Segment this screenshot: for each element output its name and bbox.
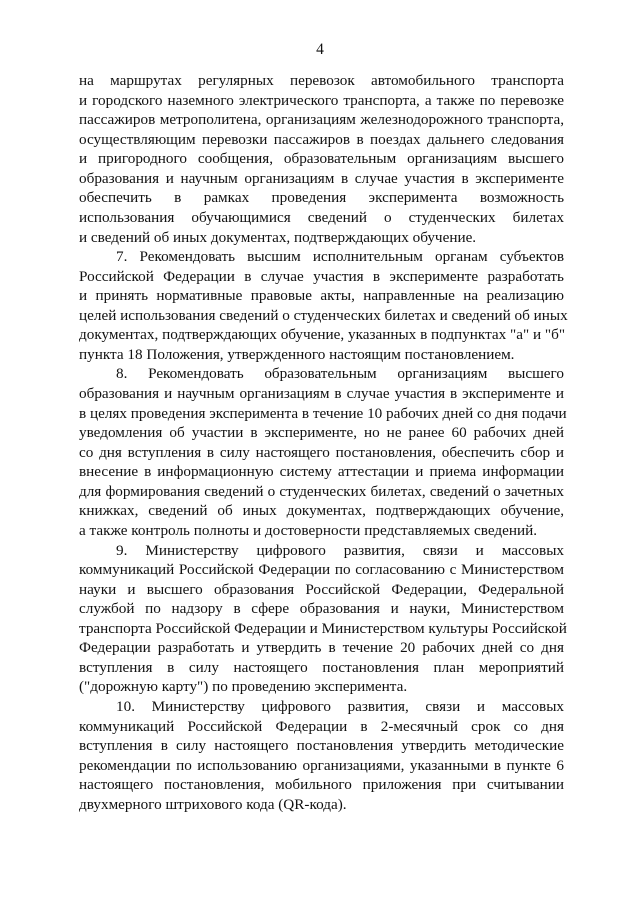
text-line: на маршрутах регулярных перевозок автомобильного транспорта: [79, 72, 564, 89]
text-line: коммуникаций Российской Федерации в 2-месячный срок со дня: [79, 717, 564, 735]
text-line: использования обучающимися сведений о студенческих билетах: [79, 208, 564, 226]
text-line: рекомендации по использованию организациями, указанными в пункте 6: [79, 756, 564, 774]
body-text: [79, 71, 568, 814]
text-line: двухмерного штрихового кода (QR-кода).: [79, 795, 347, 813]
text-line: образования и научным организациям в случае участия в эксперименте и: [79, 385, 564, 402]
text-line: обеспечить в рамках проведения эксперимента возможность: [79, 189, 564, 207]
text-line: Российской Федерации в случае участия в эксперименте разработать: [79, 267, 564, 285]
text-line: ("дорожную карту") по проведению эксперимента.: [79, 678, 408, 696]
text-line: пункта 18 Положения, утвержденного настоящим постановлением.: [79, 345, 515, 363]
text-line: образования и научным организациям в случае участия в эксперименте: [79, 169, 564, 187]
text-line: вступления в силу настоящего постановления утвердить методические: [79, 737, 564, 755]
text-line: и городского наземного электрического транспорта, а также по перевозке: [79, 91, 564, 109]
text-line: внесение в информационную систему аттестации и приема информации: [79, 463, 564, 481]
paragraph-first-line: 8. Рекомендовать образовательным организациям высшего: [116, 365, 564, 383]
text-line: документах, подтверждающих обучение, указанных в подпунктах "а" и "б": [79, 326, 566, 344]
text-line: целей использования сведений о студенческих билетах и сведений об иных: [79, 306, 568, 324]
text-line: и принять нормативные правовые акты, направленные на реализацию: [79, 287, 564, 305]
text-line: осуществляющим перевозки пассажиров в поездах дальнего следования: [79, 130, 564, 148]
text-line: и пригородного сообщения, образовательным организациям высшего: [79, 150, 564, 168]
text-line: коммуникаций Российской Федерации по согласованию с Министерством: [79, 561, 564, 579]
paragraph-first-line: 9. Министерству цифрового развития, связи и массовых: [116, 541, 564, 559]
text-line: вступления в силу настоящего постановления план мероприятий: [79, 658, 564, 676]
text-line: и сведений об иных документах, подтверждающих обучение.: [79, 228, 477, 246]
page-number: 4: [316, 41, 324, 58]
text-line: книжках, сведений об иных документах, подтверждающих обучение,: [79, 502, 564, 520]
text-line: транспорта Российской Федерации и Министерством культуры Российской: [79, 619, 567, 637]
text-line: для формирования сведений о студенческих билетах, сведений о зачетных: [79, 482, 564, 500]
text-line: а также контроль полноты и достоверности представляемых сведений.: [79, 521, 538, 539]
text-line: службой по надзору в сфере образования и науки, Министерством: [79, 600, 564, 618]
text-line: уведомления об участии в эксперименте, но не ранее 60 рабочих дней: [79, 424, 564, 442]
text-line: в целях проведения эксперимента в течение 10 рабочих дней со дня подачи: [79, 404, 567, 422]
paragraph-first-line: 10. Министерству цифрового развития, связи и массовых: [116, 698, 564, 715]
text-line: науки и высшего образования Российской Федерации, Федеральной: [79, 580, 564, 598]
text-line: Федерации разработать и утвердить в течение 20 рабочих дней со дня: [79, 639, 564, 657]
text-line: со дня вступления в силу настоящего постановления, обеспечить сбор и: [79, 443, 564, 461]
paragraph-first-line: 7. Рекомендовать высшим исполнительным органам субъектов: [116, 248, 564, 266]
text-line: пассажиров метрополитена, организациям железнодорожного транспорта,: [79, 111, 564, 129]
text-line: настоящего постановления, мобильного приложения при считывании: [79, 776, 564, 794]
